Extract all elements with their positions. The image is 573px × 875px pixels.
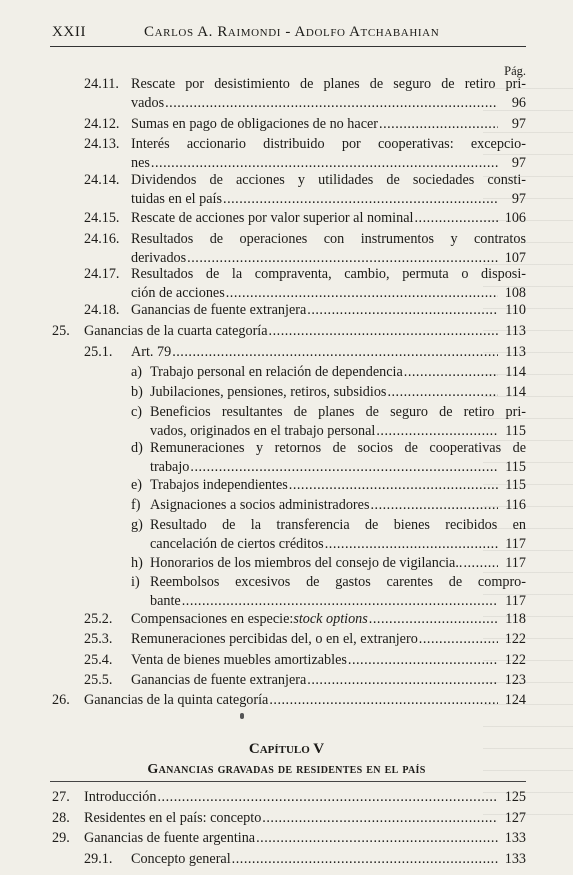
entry-page: 133 <box>504 851 526 867</box>
entry-line <box>131 344 526 363</box>
entry-line <box>150 384 526 403</box>
leader-dots <box>182 593 498 610</box>
entry-line <box>131 631 526 650</box>
entry-page: 124 <box>504 692 526 708</box>
entry-number: 24.17. <box>84 266 120 282</box>
entry-title: nes <box>131 155 150 171</box>
entry-title: Beneficios resultantes de planes de seguro de retiro pri- <box>150 404 526 420</box>
entry-page: 114 <box>505 384 526 400</box>
entry-page: 115 <box>505 459 526 475</box>
entry-title: vados, originados en el trabajo personal <box>150 423 376 439</box>
entry-page: 106 <box>504 210 526 226</box>
entry-title: Ganancias de fuente extranjera <box>131 672 307 688</box>
entry-page: 97 <box>511 191 526 207</box>
entry-page: 113 <box>505 344 526 360</box>
entry-line <box>131 231 526 250</box>
entry-page: 96 <box>511 95 526 111</box>
entry-title: trabajo <box>150 459 190 475</box>
entry-page: 127 <box>504 810 526 826</box>
leader-dots <box>463 555 498 572</box>
chapter-number: Capítulo V <box>248 741 325 757</box>
entry-number: 25. <box>52 323 70 339</box>
entry-page: 123 <box>504 672 526 688</box>
entry-number: 29. <box>52 830 70 846</box>
entry-title: Ganancias de fuente argentina <box>84 830 256 846</box>
entry-number: 25.1. <box>84 344 113 360</box>
entry-line <box>150 497 526 516</box>
leader-dots <box>269 323 498 340</box>
leader-dots <box>289 477 498 494</box>
entry-page: 114 <box>505 364 526 380</box>
entry-line <box>131 95 526 114</box>
entry-line <box>131 136 526 155</box>
entry-title: Ganancias de la cuarta categoría <box>84 323 268 339</box>
entry-page: 115 <box>505 477 526 493</box>
entry-page: 107 <box>504 250 526 266</box>
entry-page: 117 <box>505 593 526 609</box>
leader-dots <box>172 344 498 361</box>
entry-number: 28. <box>52 810 70 826</box>
entry-line <box>150 574 526 593</box>
entry-line <box>131 266 526 285</box>
entry-title: ción de acciones <box>131 285 225 301</box>
entry-number: d) <box>131 440 143 456</box>
entry-page: 118 <box>505 611 526 627</box>
entry-number: 29.1. <box>84 851 113 867</box>
entry-title: Honorarios de los miembros del consejo de vigilancia.. <box>150 555 463 571</box>
entry-line <box>131 652 526 671</box>
entry-number: 25.4. <box>84 652 113 668</box>
entry-line <box>84 810 526 829</box>
entry-title: Art. 79 <box>131 344 172 360</box>
entry-number: h) <box>131 555 143 571</box>
entry-number: c) <box>131 404 143 420</box>
entry-number: i) <box>131 574 140 590</box>
leader-dots <box>307 302 498 319</box>
entry-number: 24.11. <box>84 76 119 92</box>
entry-line <box>150 459 526 478</box>
entry-page: 125 <box>504 789 526 805</box>
ornament-mark <box>240 713 244 719</box>
leader-dots <box>151 155 498 172</box>
entry-title: Ganancias de la quinta categoría <box>84 692 269 708</box>
running-title: Carlos A. Raimondi - Adolfo Atchabahian <box>144 24 440 40</box>
entry-line <box>131 210 526 229</box>
leader-dots <box>419 631 498 648</box>
entry-number: a) <box>131 364 143 380</box>
entry-title: Trabajos independientes <box>150 477 288 493</box>
leader-dots <box>187 250 498 267</box>
entry-title: bante <box>150 593 181 609</box>
entry-line <box>150 404 526 423</box>
leader-dots <box>262 810 498 827</box>
entry-title: Resultados de operaciones con instrumentos y contratos <box>131 231 526 247</box>
entry-title: Reembolsos excesivos de gastos carentes de compro- <box>150 574 526 590</box>
leader-dots <box>325 536 498 553</box>
header-rule <box>50 46 526 47</box>
entry-page: 113 <box>505 323 526 339</box>
entry-title-italic: stock options <box>293 611 368 627</box>
entry-number: 24.12. <box>84 116 120 132</box>
leader-dots <box>369 611 498 628</box>
page-number: XXII <box>52 24 87 40</box>
entry-number: 25.3. <box>84 631 113 647</box>
leader-dots <box>165 95 498 112</box>
entry-title: vados <box>131 95 165 111</box>
page-column-label: Pág. <box>504 64 526 78</box>
entry-line <box>150 440 526 459</box>
leader-dots <box>414 210 498 227</box>
chapter-rule <box>50 781 526 782</box>
leader-dots <box>348 652 498 669</box>
entry-title: Concepto general <box>131 851 231 867</box>
entry-title: Remuneraciones percibidas del, o en el, extranjero <box>131 631 418 647</box>
entry-title: Jubilaciones, pensiones, retiros, subsidios <box>150 384 387 400</box>
leader-dots <box>226 285 498 302</box>
entry-title: Residentes en el país: concepto <box>84 810 262 826</box>
entry-title: Asignaciones a socios administradores <box>150 497 370 513</box>
entry-number: 25.2. <box>84 611 113 627</box>
entry-line <box>150 555 526 574</box>
entry-page: 116 <box>505 497 526 513</box>
entry-title: Resultado de la transferencia de bienes recibidos en <box>150 517 526 533</box>
entry-number: 24.18. <box>84 302 120 318</box>
entry-page: 115 <box>505 423 526 439</box>
entry-page: 97 <box>511 155 526 171</box>
entry-number: g) <box>131 517 143 533</box>
entry-title: tuidas en el país <box>131 191 223 207</box>
entry-line <box>131 191 526 210</box>
entry-title: derivados <box>131 250 187 266</box>
entry-line <box>131 611 526 630</box>
entry-title: Rescate por desistimiento de planes de seguro de retiro pri- <box>131 76 526 92</box>
entry-title: Ganancias de fuente extranjera <box>131 302 307 318</box>
entry-number: 24.13. <box>84 136 120 152</box>
chapter-title: Ganancias gravadas de residentes en el país <box>147 762 426 777</box>
entry-line <box>131 76 526 95</box>
entry-line <box>150 536 526 555</box>
entry-line <box>84 323 526 342</box>
leader-dots <box>269 692 498 709</box>
leader-dots <box>307 672 498 689</box>
entry-title: Rescate de acciones por valor superior al nominal <box>131 210 414 226</box>
leader-dots <box>232 851 498 868</box>
entry-page: 108 <box>504 285 526 301</box>
entry-line <box>131 672 526 691</box>
entry-line <box>84 692 526 711</box>
entry-title: Remuneraciones y retornos de socios de cooperativas de <box>150 440 526 456</box>
entry-line <box>131 851 526 870</box>
entry-line <box>131 116 526 135</box>
entry-line <box>150 593 526 612</box>
entry-line <box>150 517 526 536</box>
entry-page: 133 <box>504 830 526 846</box>
entry-number: f) <box>131 497 141 513</box>
entry-title: Resultados de la compraventa, cambio, permuta o disposi- <box>131 266 526 282</box>
leader-dots <box>376 423 498 440</box>
leader-dots <box>223 191 498 208</box>
entry-page: 97 <box>511 116 526 132</box>
entry-page: 117 <box>505 536 526 552</box>
entry-number: 26. <box>52 692 70 708</box>
entry-number: 24.15. <box>84 210 120 226</box>
entry-title: Introducción <box>84 789 157 805</box>
entry-page: 122 <box>504 652 526 668</box>
entry-line <box>131 302 526 321</box>
leader-dots <box>404 364 498 381</box>
entry-line <box>150 364 526 383</box>
entry-number: 24.14. <box>84 172 120 188</box>
entry-title: Sumas en pago de obligaciones de no hacer <box>131 116 379 132</box>
leader-dots <box>370 497 498 514</box>
leader-dots <box>158 789 499 806</box>
entry-title: Interés accionario distribuido por cooperativas: excepcio- <box>131 136 526 152</box>
entry-line <box>131 172 526 191</box>
entry-number: e) <box>131 477 143 493</box>
entry-page: 122 <box>504 631 526 647</box>
entry-title: Trabajo personal en relación de dependencia <box>150 364 403 380</box>
entry-title: Dividendos de acciones y utilidades de sociedades consti- <box>131 172 526 188</box>
entry-line <box>84 830 526 849</box>
entry-number: b) <box>131 384 143 400</box>
page-header <box>52 24 522 46</box>
entry-number: 25.5. <box>84 672 113 688</box>
leader-dots <box>387 384 498 401</box>
entry-page: 117 <box>505 555 526 571</box>
leader-dots <box>256 830 498 847</box>
leader-dots <box>379 116 498 133</box>
leader-dots <box>190 459 498 476</box>
entry-title: Venta de bienes muebles amortizables <box>131 652 347 668</box>
entry-number: 24.16. <box>84 231 120 247</box>
entry-title: cancelación de ciertos créditos <box>150 536 324 552</box>
entry-line <box>150 477 526 496</box>
entry-page: 110 <box>505 302 526 318</box>
entry-number: 27. <box>52 789 70 805</box>
entry-line <box>84 789 526 808</box>
entry-title: Compensaciones en especie: <box>131 611 294 627</box>
